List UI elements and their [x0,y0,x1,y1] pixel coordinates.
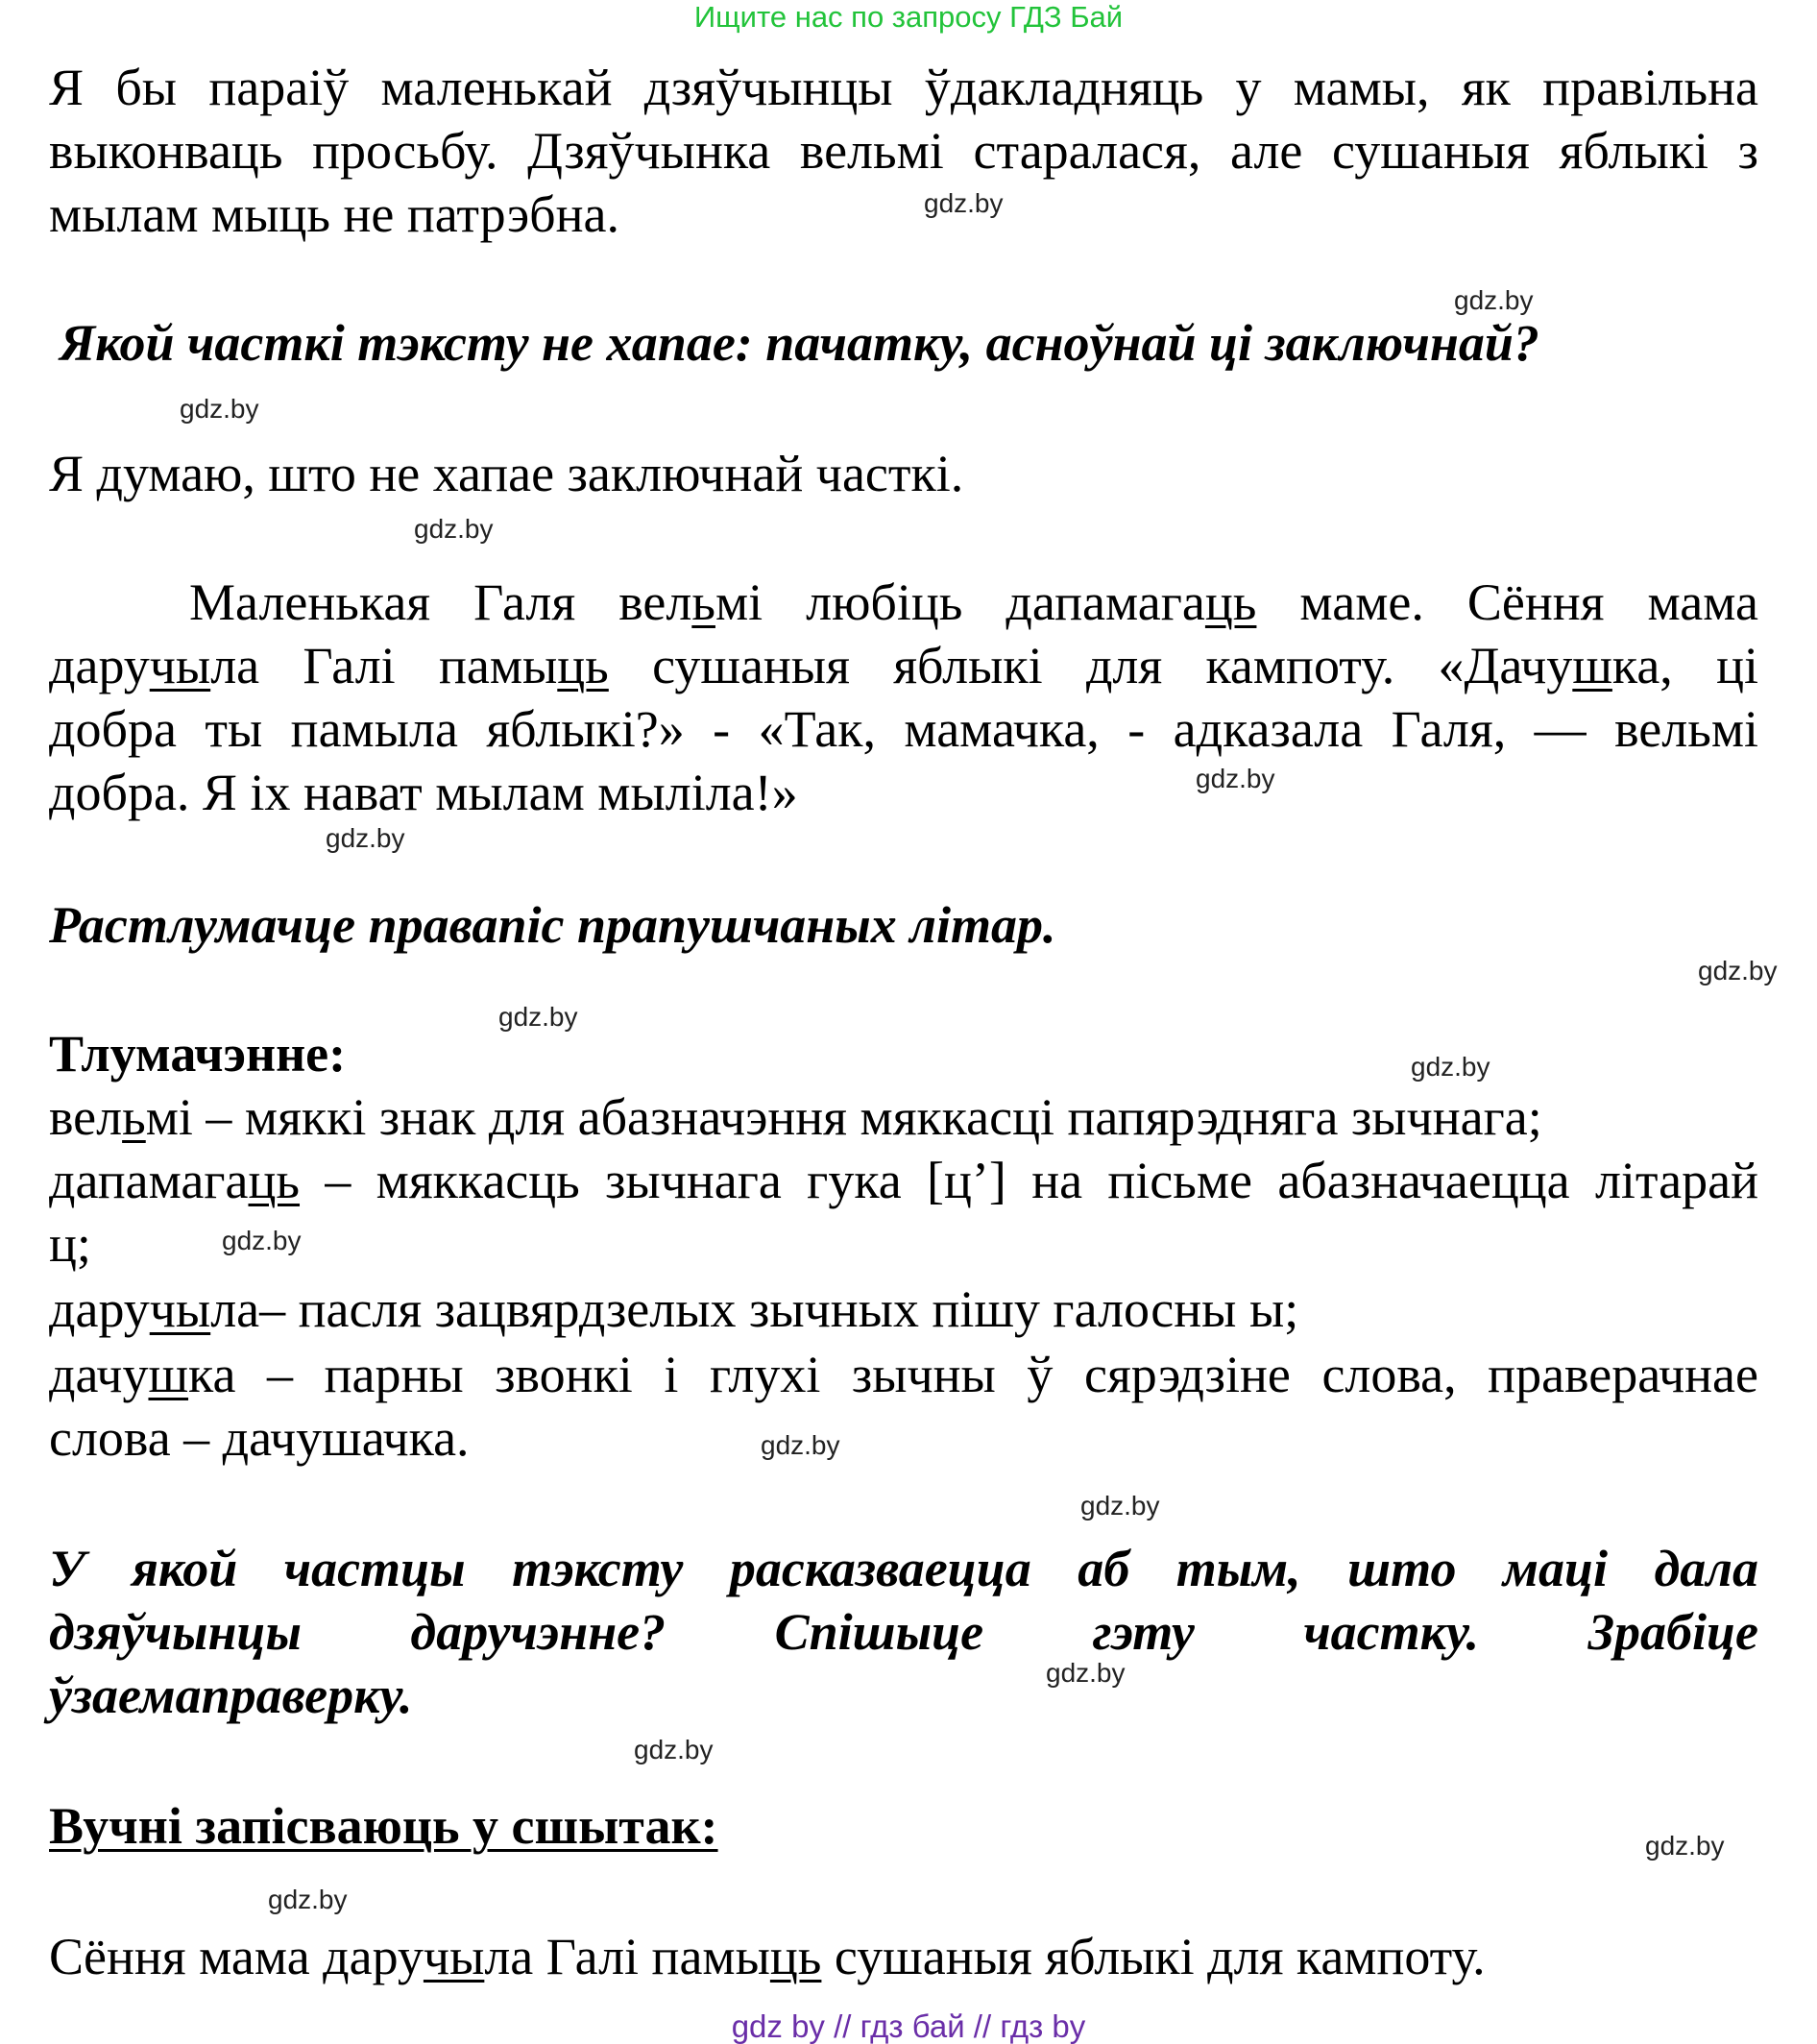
watermark: gdz.by [326,823,405,853]
explanation-line-2: дапамагаць – мяккасць зычнага гука [ц’] на пісьме абазначаецца літарай [49,1152,1758,1209]
question-task-line-3: ўзаемаправерку. [49,1667,413,1724]
intro-line-1: Я бы параіў маленькай дзяўчынцы ўдакладняць у мамы, як правільна [49,59,1758,116]
watermark: gdz.by [1411,1052,1490,1082]
watermark: gdz.by [498,1002,578,1032]
watermark: gdz.by [222,1226,302,1255]
watermark: gdz.by [1454,285,1534,315]
question-spelling: Растлумачце правапіс прапушчаных літар. [49,896,1056,954]
watermark: gdz.by [1645,1831,1725,1861]
search-banner[interactable]: Ищите нас по запросу ГДЗ Бай [693,0,1124,34]
explanation-line-4b: слова – дачушачка. [49,1409,470,1467]
explanation-line-1: вельмі – мяккі знак для абазначэння мяккасці папярэдняга зычнага; [49,1088,1542,1146]
story-line-2: даручыла Галі памыць сушаныя яблыкі для кампоту. «Дачушка, ці [49,637,1758,694]
final-sentence: Сёння мама даручыла Галі памыць сушаныя яблыкі для кампоту. [49,1928,1486,1985]
watermark: gdz.by [924,188,1004,218]
watermark: gdz.by [180,394,259,424]
watermark: gdz.by [1046,1658,1126,1688]
explanation-line-3: даручыла– пасля зацвярдзелых зычных пішу галосны ы; [49,1280,1299,1338]
answer-parts: Я думаю, што не хапае заключнай часткі. [49,445,964,502]
question-parts: Якой часткі тэксту не хапае: пачатку, асноўнай ці заключнай? [60,314,1539,372]
intro-line-2: выконваць просьбу. Дзяўчынка вельмі старалася, але сушаныя яблыкі з [49,122,1758,180]
watermark: gdz.by [761,1430,840,1460]
watermark: gdz.by [268,1885,348,1914]
story-line-1: Маленькая Галя вельмі любіць дапамагаць маме. Сёння мама [189,573,1758,631]
question-task-line-1: У якой частцы тэксту расказваецца аб тым, што маці дала [49,1540,1758,1597]
watermark: gdz.by [1698,956,1778,986]
explanation-line-2b: ц; [49,1215,91,1273]
intro-line-3: мылам мыць не патрэбна. [49,185,619,243]
watermark: gdz.by [634,1735,714,1764]
explanation-title: Тлумачэнне: [49,1025,347,1083]
watermark: gdz.by [1196,764,1275,793]
explanation-line-4: дачушка – парны звонкі і глухі зычны ў сярэдзіне слова, праверачнае [49,1346,1758,1403]
question-task-line-2: дзяўчынцы даручэнне? Спішыце гэту частку. Зрабіце [49,1603,1758,1661]
watermark: gdz.by [1080,1491,1160,1521]
story-line-3: добра ты памыла яблыкі?» - «Так, мамачка, - адказала Галя, — вельмі [49,700,1758,758]
story-line-4: добра. Я іх нават мылам мыліла!» [49,764,798,821]
watermark: gdz.by [414,514,494,544]
footer-links[interactable]: gdz by // гдз бай // гдз by [731,2008,1086,2044]
write-title: Вучні запісваюць у сшытак: [49,1797,718,1855]
